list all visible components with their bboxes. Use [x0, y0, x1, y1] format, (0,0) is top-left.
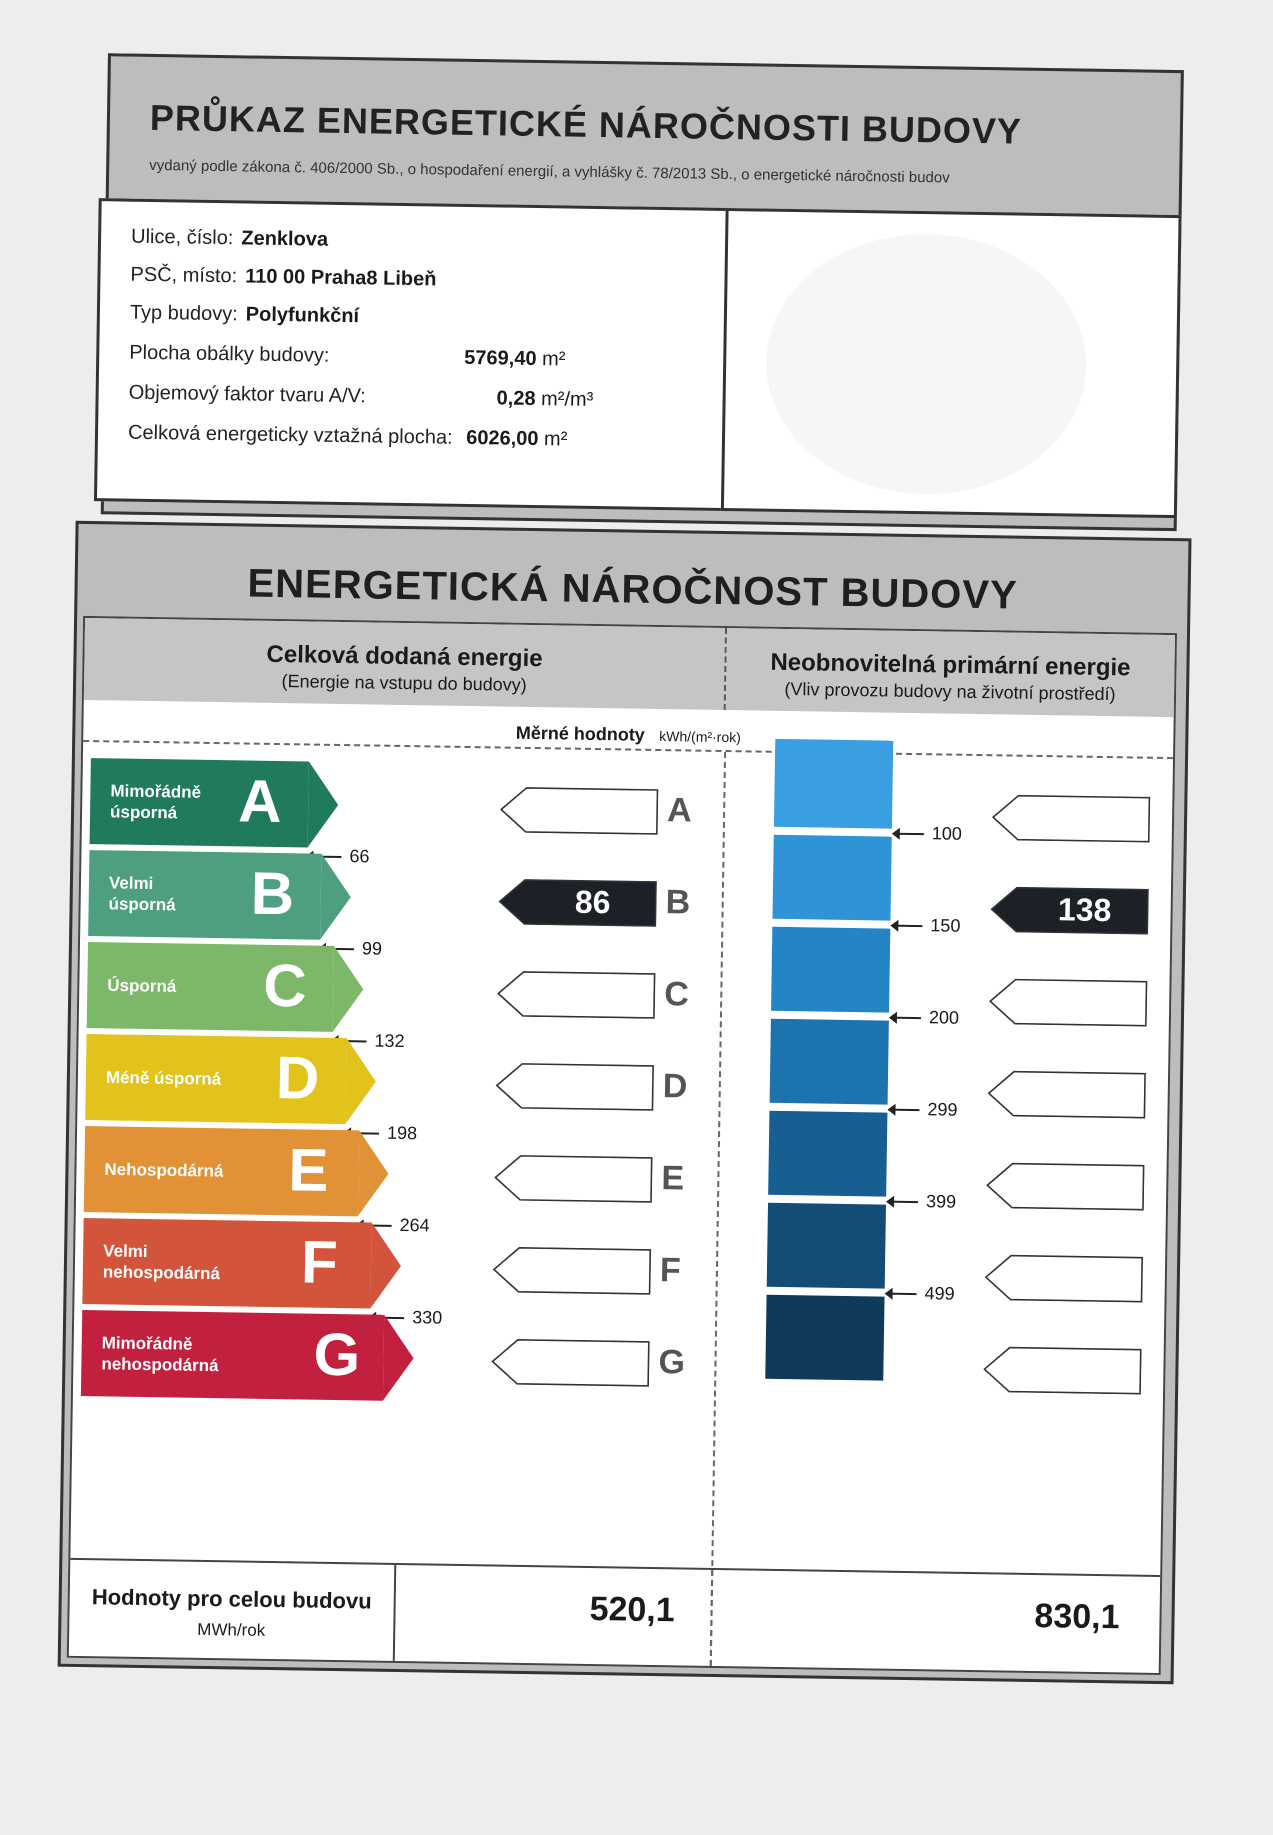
- threshold-arrow-icon: [894, 833, 924, 835]
- street-value: Zenklova: [241, 227, 329, 251]
- class-band-e: [84, 1126, 359, 1216]
- class-band-a: [90, 758, 309, 847]
- class-band-name: Úsporná: [107, 975, 177, 996]
- threshold-value: 264: [399, 1214, 430, 1236]
- certificate-subtitle: vydaný podle zákona č. 406/2000 Sb., o hospodaření energií, a vyhlášky č. 78/2013 Sb., o energetické náročnosti budov: [149, 156, 950, 187]
- delivered-pointer-g: [491, 1338, 650, 1386]
- class-band-letter: D: [275, 1044, 320, 1112]
- threshold-value: 330: [412, 1307, 443, 1328]
- primary-pointer-e: [986, 1162, 1145, 1210]
- pointer-shape: [493, 1246, 652, 1294]
- class-band-letter: C: [262, 951, 308, 1020]
- threshold-arrow-icon: [891, 1017, 921, 1019]
- shape-number: [496, 387, 593, 412]
- pointer-shape: [985, 1254, 1144, 1302]
- row-class-letter: D: [662, 1067, 688, 1106]
- area-unit: m²: [543, 428, 568, 451]
- street-row: [131, 226, 328, 252]
- delivered-pointer-b: [498, 879, 657, 927]
- class-band-name: Velmi nehospodárná: [102, 1241, 221, 1284]
- class-band-letter: A: [237, 767, 283, 836]
- totals-unit: MWh/rok: [197, 1619, 266, 1640]
- primary-threshold: [886, 1283, 954, 1305]
- threshold-value: 299: [927, 1099, 958, 1120]
- class-band-tip: [320, 854, 351, 940]
- threshold-value: 399: [925, 1191, 957, 1212]
- street-label: Ulice, číslo:: [130, 225, 234, 250]
- threshold-value: 200: [928, 1007, 960, 1028]
- type-value: Polyfunkční: [245, 303, 360, 328]
- city-value: 110 00 Praha8 Libeň: [245, 265, 437, 291]
- class-band-b: [88, 850, 321, 940]
- city-row: [130, 264, 436, 292]
- threshold-value: 100: [931, 823, 963, 844]
- class-band-name: Mimořádně úsporná: [109, 781, 202, 823]
- delivered-energy-header: [84, 618, 727, 710]
- class-band-tip: [345, 1038, 376, 1124]
- pointer-shape: [497, 970, 656, 1018]
- area-label: Celková energeticky vztažná plocha:: [127, 421, 453, 449]
- threshold-value: 99: [361, 938, 383, 959]
- primary-threshold: [892, 915, 960, 937]
- city-label: PSČ, místo:: [130, 263, 238, 288]
- envelope-row: [129, 342, 329, 368]
- primary-scale-segment: [770, 1019, 889, 1105]
- threshold-arrow-icon: [892, 925, 922, 927]
- class-band-g: [81, 1310, 384, 1401]
- pointer-shape: [986, 1162, 1145, 1210]
- type-label: Typ budovy:: [129, 301, 238, 326]
- class-band-f: [82, 1218, 371, 1309]
- certificate-header-frame: [101, 53, 1184, 531]
- area-row: [128, 422, 568, 452]
- pointer-shape: [494, 1154, 653, 1202]
- delivered-energy-subtitle: (Energie na vstupu do budovy): [281, 671, 527, 695]
- certificate-title: PRŮKAZ ENERGETICKÉ NÁROČNOSTI BUDOVY: [149, 96, 1023, 152]
- primary-threshold: [891, 1007, 959, 1029]
- threshold-value: 150: [930, 915, 961, 936]
- photo-placeholder: [764, 232, 1088, 497]
- pointer-shape: [989, 978, 1148, 1026]
- primary-scale-segment: [774, 739, 893, 829]
- row-class-letter: F: [659, 1251, 682, 1290]
- primary-pointer-d: [987, 1070, 1146, 1118]
- totals-label-cell: [69, 1560, 396, 1661]
- delivered-pointer-e: [494, 1154, 653, 1202]
- threshold-value: 132: [374, 1030, 405, 1052]
- primary-energy-header: [726, 628, 1175, 717]
- class-band-letter: E: [287, 1136, 330, 1204]
- class-band-name: Nehospodárná: [104, 1159, 224, 1181]
- primary-pointer-g: [983, 1346, 1142, 1394]
- totals-label: Hodnoty pro celou budovu: [91, 1584, 372, 1614]
- row-class-letter: G: [658, 1343, 686, 1382]
- class-band-d: [85, 1034, 346, 1124]
- shape-label: Objemový faktor tvaru A/V:: [128, 381, 366, 408]
- class-band-letter: G: [313, 1320, 361, 1389]
- primary-scale-segment: [765, 1295, 884, 1381]
- specific-values-label: Měrné hodnoty: [515, 722, 645, 745]
- primary-scale-segment: [768, 1111, 887, 1197]
- primary-energy-title: Neobnovitelná primární energie: [770, 648, 1131, 682]
- shape-unit: m²/m³: [540, 388, 594, 411]
- threshold-arrow-icon: [888, 1201, 918, 1203]
- envelope-unit: m²: [541, 348, 566, 371]
- column-divider: [710, 752, 726, 1666]
- class-band-name: Velmi úsporná: [108, 873, 176, 915]
- row-class-letter: E: [661, 1159, 685, 1198]
- building-photo-box: [721, 208, 1182, 518]
- rating-frame: [58, 521, 1192, 1684]
- class-band-name: Mimořádně nehospodárná: [101, 1333, 219, 1376]
- class-band-tip: [358, 1130, 389, 1216]
- class-band-name: Méně úsporná: [105, 1067, 222, 1089]
- envelope-value: 5769,40: [464, 346, 537, 371]
- threshold-value: 66: [349, 846, 370, 867]
- pointer-value: 86: [574, 883, 611, 921]
- threshold-value: 198: [386, 1122, 418, 1144]
- primary-pointer-b: [990, 886, 1149, 934]
- class-band-tip: [370, 1223, 401, 1309]
- building-totals: [69, 1558, 1160, 1673]
- threshold-arrow-icon: [887, 1293, 917, 1295]
- threshold-value: 499: [924, 1283, 955, 1304]
- total-delivered-value: 520,1: [589, 1590, 675, 1630]
- delivered-pointer-d: [495, 1062, 654, 1110]
- primary-energy-subtitle: (Vliv provozu budovy na životní prostředí): [784, 678, 1116, 705]
- class-band-tip: [383, 1315, 414, 1401]
- class-band-tip: [308, 761, 339, 847]
- pointer-shape: [992, 794, 1151, 842]
- class-band-letter: B: [250, 859, 295, 928]
- threshold-arrow-icon: [889, 1109, 919, 1111]
- primary-threshold: [894, 823, 962, 845]
- envelope-label: Plocha obálky budovy:: [129, 341, 330, 367]
- delivered-pointer-f: [493, 1246, 652, 1294]
- delivered-energy-title: Celková dodaná energie: [266, 640, 543, 673]
- delivered-pointer-a: [500, 787, 659, 835]
- class-band-tip: [333, 946, 364, 1032]
- total-primary-value: 830,1: [1034, 1597, 1120, 1637]
- row-class-letter: B: [665, 883, 691, 922]
- energy-certificate: [3, 52, 1218, 1685]
- pointer-shape: [491, 1338, 650, 1386]
- class-band-letter: F: [300, 1228, 339, 1297]
- primary-scale-segment: [767, 1203, 886, 1289]
- pointer-shape: [987, 1070, 1146, 1118]
- primary-pointer-a: [992, 794, 1151, 842]
- rating-table: [67, 616, 1177, 1675]
- pointer-shape: [495, 1062, 654, 1110]
- rating-title: ENERGETICKÁ NÁROČNOST BUDOVY: [247, 561, 1019, 618]
- type-row: [130, 302, 360, 329]
- area-value: 6026,00: [466, 426, 539, 451]
- pointer-value: 138: [1057, 891, 1112, 929]
- primary-threshold: [888, 1191, 956, 1213]
- primary-threshold: [889, 1099, 957, 1121]
- building-info-box: [94, 198, 730, 511]
- primary-scale-segment: [771, 927, 890, 1013]
- specific-values-unit: kWh/(m²·rok): [659, 728, 741, 746]
- envelope-number: [464, 347, 566, 372]
- class-band-c: [87, 942, 334, 1032]
- totals-divider: [710, 1570, 714, 1666]
- row-class-letter: C: [663, 975, 690, 1014]
- primary-pointer-f: [985, 1254, 1144, 1302]
- primary-pointer-c: [989, 978, 1148, 1026]
- shape-row: [128, 382, 365, 409]
- row-class-letter: A: [666, 791, 693, 830]
- delivered-pointer-c: [497, 970, 656, 1018]
- primary-scale-segment: [772, 835, 891, 921]
- pointer-shape: [500, 787, 659, 835]
- shape-value: 0,28: [496, 387, 536, 411]
- pointer-shape: [983, 1346, 1142, 1394]
